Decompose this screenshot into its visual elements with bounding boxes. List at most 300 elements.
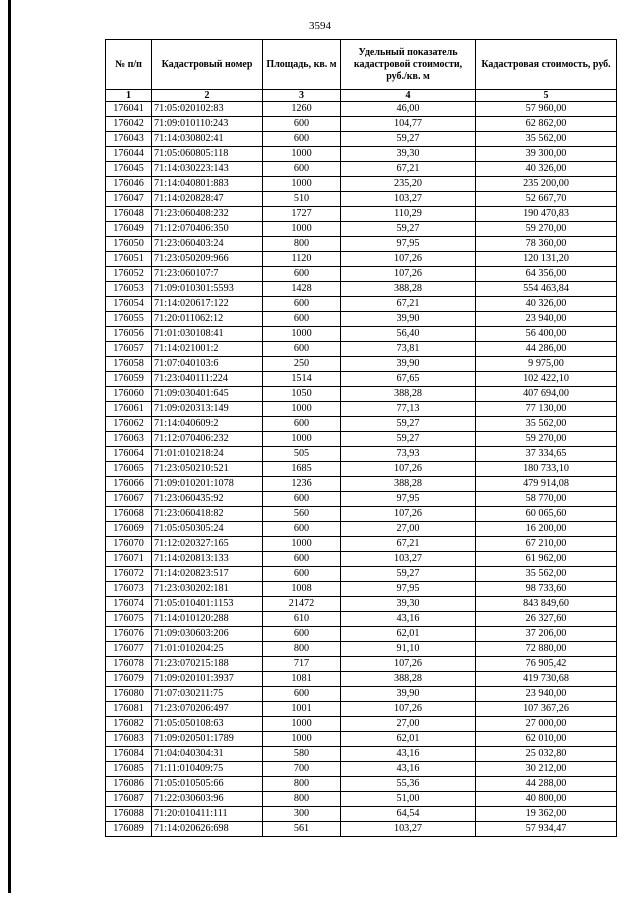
cell-area: 1236 (263, 477, 341, 492)
cell-area: 580 (263, 747, 341, 762)
table-row (106, 147, 617, 162)
cell-cadastral-number: 71:05:060805:118 (152, 147, 263, 162)
cell-cadastral-number: 71:23:050210:521 (152, 462, 263, 477)
cell-cadastral-value: 40 800,00 (476, 792, 617, 807)
cell-specific-value: 39,30 (341, 597, 476, 612)
cell-specific-value: 73,93 (341, 447, 476, 462)
cell-row-number: 176051 (106, 252, 152, 267)
cell-cadastral-value: 37 334,65 (476, 447, 617, 462)
cell-cadastral-number: 71:11:010409:75 (152, 762, 263, 777)
table-row (106, 552, 617, 567)
cell-specific-value: 107,26 (341, 252, 476, 267)
cell-row-number: 176042 (106, 117, 152, 132)
table-row (106, 522, 617, 537)
table-row (106, 372, 617, 387)
cell-specific-value: 39,90 (341, 687, 476, 702)
cell-area: 600 (263, 492, 341, 507)
cell-cadastral-number: 71:23:030202:181 (152, 582, 263, 597)
cell-specific-value: 43,16 (341, 762, 476, 777)
cell-cadastral-value: 44 288,00 (476, 777, 617, 792)
cell-row-number: 176044 (106, 147, 152, 162)
table-row (106, 702, 617, 717)
cell-area: 1428 (263, 282, 341, 297)
left-margin-bar (8, 0, 11, 893)
cell-cadastral-value: 120 131,20 (476, 252, 617, 267)
cell-cadastral-number: 71:14:020813:133 (152, 552, 263, 567)
column-number: 3 (263, 90, 341, 102)
cell-area: 600 (263, 117, 341, 132)
cell-row-number: 176055 (106, 312, 152, 327)
table-row (106, 777, 617, 792)
cell-row-number: 176058 (106, 357, 152, 372)
cell-row-number: 176081 (106, 702, 152, 717)
cell-specific-value: 62,01 (341, 627, 476, 642)
cell-cadastral-number: 71:14:020823:517 (152, 567, 263, 582)
cell-cadastral-number: 71:09:020313:149 (152, 402, 263, 417)
cell-specific-value: 107,26 (341, 507, 476, 522)
table-row (106, 342, 617, 357)
cell-row-number: 176041 (106, 102, 152, 117)
cell-cadastral-number: 71:20:010411:111 (152, 807, 263, 822)
cell-row-number: 176085 (106, 762, 152, 777)
cell-row-number: 176064 (106, 447, 152, 462)
cell-cadastral-value: 59 270,00 (476, 222, 617, 237)
cell-row-number: 176077 (106, 642, 152, 657)
cell-specific-value: 59,27 (341, 567, 476, 582)
cell-area: 1001 (263, 702, 341, 717)
cell-row-number: 176054 (106, 297, 152, 312)
cell-cadastral-value: 843 849,60 (476, 597, 617, 612)
cell-specific-value: 107,26 (341, 657, 476, 672)
cell-cadastral-value: 76 905,42 (476, 657, 617, 672)
table-row (106, 237, 617, 252)
cell-row-number: 176087 (106, 792, 152, 807)
cell-area: 600 (263, 417, 341, 432)
table-row (106, 297, 617, 312)
cell-cadastral-number: 71:23:060435:92 (152, 492, 263, 507)
table-row (106, 252, 617, 267)
cell-specific-value: 104,77 (341, 117, 476, 132)
cell-cadastral-number: 71:23:060107:7 (152, 267, 263, 282)
cell-row-number: 176078 (106, 657, 152, 672)
table-row (106, 657, 617, 672)
cell-cadastral-number: 71:07:040103:6 (152, 357, 263, 372)
cell-row-number: 176068 (106, 507, 152, 522)
cell-cadastral-number: 71:12:070406:232 (152, 432, 263, 447)
cell-cadastral-value: 62 010,00 (476, 732, 617, 747)
cell-specific-value: 67,65 (341, 372, 476, 387)
cell-area: 1050 (263, 387, 341, 402)
table-row (106, 492, 617, 507)
table-body (106, 102, 617, 837)
cell-cadastral-value: 35 562,00 (476, 132, 617, 147)
table-row (106, 537, 617, 552)
cell-area: 1081 (263, 672, 341, 687)
cell-row-number: 176061 (106, 402, 152, 417)
cell-specific-value: 55,36 (341, 777, 476, 792)
cell-row-number: 176047 (106, 192, 152, 207)
cell-area: 510 (263, 192, 341, 207)
cell-cadastral-number: 71:20:011062:12 (152, 312, 263, 327)
cell-area: 800 (263, 792, 341, 807)
header-area: Площадь, кв. м (263, 40, 341, 90)
cell-specific-value: 59,27 (341, 432, 476, 447)
cell-cadastral-value: 40 326,00 (476, 162, 617, 177)
cell-specific-value: 103,27 (341, 552, 476, 567)
cell-specific-value: 39,90 (341, 357, 476, 372)
cell-row-number: 176089 (106, 822, 152, 837)
table-row (106, 672, 617, 687)
page-number: 3594 (309, 20, 331, 32)
cell-row-number: 176048 (106, 207, 152, 222)
cell-cadastral-number: 71:09:030603:206 (152, 627, 263, 642)
cell-specific-value: 107,26 (341, 462, 476, 477)
cell-row-number: 176084 (106, 747, 152, 762)
cell-area: 600 (263, 552, 341, 567)
cell-specific-value: 97,95 (341, 582, 476, 597)
cell-area: 700 (263, 762, 341, 777)
table-row (106, 132, 617, 147)
cell-area: 600 (263, 627, 341, 642)
cell-area: 717 (263, 657, 341, 672)
cell-cadastral-value: 59 270,00 (476, 432, 617, 447)
cell-specific-value: 67,21 (341, 162, 476, 177)
cell-row-number: 176072 (106, 567, 152, 582)
cell-row-number: 176056 (106, 327, 152, 342)
cell-cadastral-number: 71:14:040609:2 (152, 417, 263, 432)
cell-cadastral-number: 71:05:010401:1153 (152, 597, 263, 612)
cell-area: 1260 (263, 102, 341, 117)
cell-cadastral-number: 71:14:030802:41 (152, 132, 263, 147)
table-row (106, 267, 617, 282)
cell-specific-value: 103,27 (341, 192, 476, 207)
cell-cadastral-value: 61 962,00 (476, 552, 617, 567)
cell-specific-value: 27,00 (341, 522, 476, 537)
cell-cadastral-value: 72 880,00 (476, 642, 617, 657)
cell-area: 1000 (263, 732, 341, 747)
cell-specific-value: 43,16 (341, 747, 476, 762)
cell-cadastral-number: 71:14:021001:2 (152, 342, 263, 357)
cell-row-number: 176069 (106, 522, 152, 537)
cell-cadastral-number: 71:23:070206:497 (152, 702, 263, 717)
cell-area: 600 (263, 342, 341, 357)
cell-area: 1000 (263, 327, 341, 342)
cell-specific-value: 59,27 (341, 132, 476, 147)
cell-area: 800 (263, 642, 341, 657)
cell-row-number: 176046 (106, 177, 152, 192)
table-row (106, 192, 617, 207)
cell-row-number: 176083 (106, 732, 152, 747)
cell-area: 800 (263, 237, 341, 252)
cell-row-number: 176063 (106, 432, 152, 447)
table-row (106, 687, 617, 702)
table-header-row (106, 40, 617, 90)
cell-cadastral-value: 56 400,00 (476, 327, 617, 342)
table-row (106, 432, 617, 447)
cell-row-number: 176060 (106, 387, 152, 402)
table-row (106, 357, 617, 372)
cell-area: 21472 (263, 597, 341, 612)
cell-cadastral-value: 39 300,00 (476, 147, 617, 162)
cadastral-table (105, 39, 617, 837)
cell-cadastral-number: 71:09:030401:645 (152, 387, 263, 402)
cell-row-number: 176070 (106, 537, 152, 552)
cell-cadastral-value: 407 694,00 (476, 387, 617, 402)
column-number: 2 (152, 90, 263, 102)
cell-cadastral-value: 62 862,00 (476, 117, 617, 132)
column-number: 5 (476, 90, 617, 102)
cell-area: 561 (263, 822, 341, 837)
table-row (106, 507, 617, 522)
table-row (106, 282, 617, 297)
table-row (106, 717, 617, 732)
cell-cadastral-number: 71:14:040801:883 (152, 177, 263, 192)
cell-row-number: 176059 (106, 372, 152, 387)
cell-cadastral-number: 71:14:010120:288 (152, 612, 263, 627)
cell-cadastral-value: 190 470,83 (476, 207, 617, 222)
cell-cadastral-value: 235 200,00 (476, 177, 617, 192)
cell-area: 600 (263, 132, 341, 147)
cell-cadastral-number: 71:09:020501:1789 (152, 732, 263, 747)
cell-cadastral-number: 71:14:030223:143 (152, 162, 263, 177)
cell-cadastral-value: 77 130,00 (476, 402, 617, 417)
cell-cadastral-value: 67 210,00 (476, 537, 617, 552)
cell-area: 800 (263, 777, 341, 792)
cell-area: 1008 (263, 582, 341, 597)
cell-area: 1120 (263, 252, 341, 267)
table-row (106, 807, 617, 822)
cell-specific-value: 388,28 (341, 477, 476, 492)
cell-cadastral-number: 71:09:010301:5593 (152, 282, 263, 297)
cell-specific-value: 91,10 (341, 642, 476, 657)
cell-specific-value: 62,01 (341, 732, 476, 747)
cell-specific-value: 27,00 (341, 717, 476, 732)
cell-area: 1000 (263, 222, 341, 237)
cell-cadastral-value: 9 975,00 (476, 357, 617, 372)
cell-cadastral-value: 16 200,00 (476, 522, 617, 537)
cell-cadastral-number: 71:05:020102:83 (152, 102, 263, 117)
cell-cadastral-number: 71:07:030211:75 (152, 687, 263, 702)
cell-cadastral-number: 71:23:060418:82 (152, 507, 263, 522)
cell-specific-value: 103,27 (341, 822, 476, 837)
cell-cadastral-number: 71:01:010218:24 (152, 447, 263, 462)
table-row (106, 627, 617, 642)
table-row (106, 747, 617, 762)
cell-cadastral-number: 71:12:020327:165 (152, 537, 263, 552)
cell-cadastral-value: 27 000,00 (476, 717, 617, 732)
cell-specific-value: 64,54 (341, 807, 476, 822)
cell-specific-value: 43,16 (341, 612, 476, 627)
table-row (106, 732, 617, 747)
cell-cadastral-value: 26 327,60 (476, 612, 617, 627)
cell-specific-value: 97,95 (341, 237, 476, 252)
table-row (106, 762, 617, 777)
cell-area: 560 (263, 507, 341, 522)
cell-specific-value: 67,21 (341, 297, 476, 312)
column-number: 4 (341, 90, 476, 102)
table-row (106, 222, 617, 237)
cell-area: 1000 (263, 177, 341, 192)
table-row (106, 792, 617, 807)
header-cadastral-number: Кадастровый номер (152, 40, 263, 90)
cell-area: 1000 (263, 402, 341, 417)
cell-row-number: 176073 (106, 582, 152, 597)
cell-area: 600 (263, 162, 341, 177)
column-number-row (106, 90, 617, 102)
cell-row-number: 176043 (106, 132, 152, 147)
cell-cadastral-value: 58 770,00 (476, 492, 617, 507)
cell-cadastral-number: 71:23:060403:24 (152, 237, 263, 252)
header-specific-value: Удельный показатель кадастровой стоимости, руб./кв. м (341, 40, 476, 90)
table-row (106, 822, 617, 837)
cell-row-number: 176050 (106, 237, 152, 252)
table-row (106, 582, 617, 597)
cell-area: 300 (263, 807, 341, 822)
cell-cadastral-number: 71:09:010110:243 (152, 117, 263, 132)
cell-area: 600 (263, 522, 341, 537)
table-row (106, 642, 617, 657)
cell-specific-value: 59,27 (341, 417, 476, 432)
column-number: 1 (106, 90, 152, 102)
cell-cadastral-number: 71:23:040111:224 (152, 372, 263, 387)
cell-cadastral-value: 102 422,10 (476, 372, 617, 387)
cell-cadastral-value: 57 960,00 (476, 102, 617, 117)
cell-specific-value: 56,40 (341, 327, 476, 342)
table-row (106, 207, 617, 222)
cell-row-number: 176067 (106, 492, 152, 507)
table-row (106, 567, 617, 582)
cell-cadastral-number: 71:01:010204:25 (152, 642, 263, 657)
cell-row-number: 176071 (106, 552, 152, 567)
cell-row-number: 176082 (106, 717, 152, 732)
cell-area: 600 (263, 567, 341, 582)
cell-cadastral-number: 71:23:050209:966 (152, 252, 263, 267)
cell-specific-value: 388,28 (341, 282, 476, 297)
cell-specific-value: 59,27 (341, 222, 476, 237)
cell-row-number: 176080 (106, 687, 152, 702)
cell-cadastral-value: 60 065,60 (476, 507, 617, 522)
table-row (106, 462, 617, 477)
table-row (106, 117, 617, 132)
cell-row-number: 176075 (106, 612, 152, 627)
cell-row-number: 176066 (106, 477, 152, 492)
table-row (106, 102, 617, 117)
table-row (106, 417, 617, 432)
cell-row-number: 176079 (106, 672, 152, 687)
cell-specific-value: 388,28 (341, 387, 476, 402)
cell-cadastral-number: 71:12:070406:350 (152, 222, 263, 237)
cell-cadastral-value: 98 733,60 (476, 582, 617, 597)
cell-specific-value: 110,29 (341, 207, 476, 222)
cell-specific-value: 235,20 (341, 177, 476, 192)
cell-cadastral-value: 19 362,00 (476, 807, 617, 822)
cell-cadastral-number: 71:05:050305:24 (152, 522, 263, 537)
table-row (106, 162, 617, 177)
cell-area: 1727 (263, 207, 341, 222)
cell-specific-value: 107,26 (341, 267, 476, 282)
header-row-number: № п/п (106, 40, 152, 90)
cell-cadastral-value: 78 360,00 (476, 237, 617, 252)
cell-row-number: 176049 (106, 222, 152, 237)
cell-cadastral-number: 71:05:050108:63 (152, 717, 263, 732)
cell-cadastral-number: 71:14:020828:47 (152, 192, 263, 207)
cell-cadastral-value: 35 562,00 (476, 417, 617, 432)
cell-area: 250 (263, 357, 341, 372)
cell-cadastral-number: 71:22:030603:96 (152, 792, 263, 807)
cell-cadastral-value: 479 914,08 (476, 477, 617, 492)
cell-cadastral-value: 107 367,26 (476, 702, 617, 717)
cell-cadastral-number: 71:14:020617:122 (152, 297, 263, 312)
cell-cadastral-value: 23 940,00 (476, 312, 617, 327)
cell-area: 1514 (263, 372, 341, 387)
cell-cadastral-number: 71:04:040304:31 (152, 747, 263, 762)
cell-cadastral-value: 57 934,47 (476, 822, 617, 837)
cell-cadastral-value: 554 463,84 (476, 282, 617, 297)
cell-cadastral-value: 35 562,00 (476, 567, 617, 582)
cell-row-number: 176086 (106, 777, 152, 792)
table-row (106, 177, 617, 192)
cell-specific-value: 67,21 (341, 537, 476, 552)
cell-row-number: 176088 (106, 807, 152, 822)
cell-cadastral-number: 71:09:020101:3937 (152, 672, 263, 687)
cell-row-number: 176074 (106, 597, 152, 612)
cell-cadastral-value: 180 733,10 (476, 462, 617, 477)
cell-specific-value: 107,26 (341, 702, 476, 717)
cell-area: 1685 (263, 462, 341, 477)
table-row (106, 387, 617, 402)
cell-specific-value: 39,90 (341, 312, 476, 327)
cell-area: 610 (263, 612, 341, 627)
cell-row-number: 176057 (106, 342, 152, 357)
cell-area: 1000 (263, 432, 341, 447)
cell-cadastral-value: 52 667,70 (476, 192, 617, 207)
cell-area: 505 (263, 447, 341, 462)
table-row (106, 327, 617, 342)
cell-specific-value: 73,81 (341, 342, 476, 357)
cell-area: 1000 (263, 717, 341, 732)
cell-area: 1000 (263, 537, 341, 552)
cell-row-number: 176062 (106, 417, 152, 432)
cell-area: 600 (263, 687, 341, 702)
cell-row-number: 176065 (106, 462, 152, 477)
cell-cadastral-value: 44 286,00 (476, 342, 617, 357)
cell-specific-value: 46,00 (341, 102, 476, 117)
table-row (106, 612, 617, 627)
cell-area: 600 (263, 312, 341, 327)
cell-cadastral-number: 71:05:010505:66 (152, 777, 263, 792)
cell-area: 600 (263, 297, 341, 312)
cell-row-number: 176045 (106, 162, 152, 177)
cell-row-number: 176053 (106, 282, 152, 297)
cell-cadastral-value: 419 730,68 (476, 672, 617, 687)
cell-cadastral-value: 25 032,80 (476, 747, 617, 762)
cell-cadastral-value: 37 206,00 (476, 627, 617, 642)
cell-specific-value: 39,30 (341, 147, 476, 162)
cell-area: 600 (263, 267, 341, 282)
cell-cadastral-value: 30 212,00 (476, 762, 617, 777)
cell-row-number: 176076 (106, 627, 152, 642)
table-row (106, 402, 617, 417)
table-row (106, 447, 617, 462)
cell-cadastral-number: 71:23:070215:188 (152, 657, 263, 672)
cell-cadastral-number: 71:01:030108:41 (152, 327, 263, 342)
cell-cadastral-value: 23 940,00 (476, 687, 617, 702)
cell-cadastral-number: 71:23:060408:232 (152, 207, 263, 222)
header-cadastral-value: Кадастровая стоимость, руб. (476, 40, 617, 90)
cell-area: 1000 (263, 147, 341, 162)
table-row (106, 597, 617, 612)
cell-specific-value: 97,95 (341, 492, 476, 507)
